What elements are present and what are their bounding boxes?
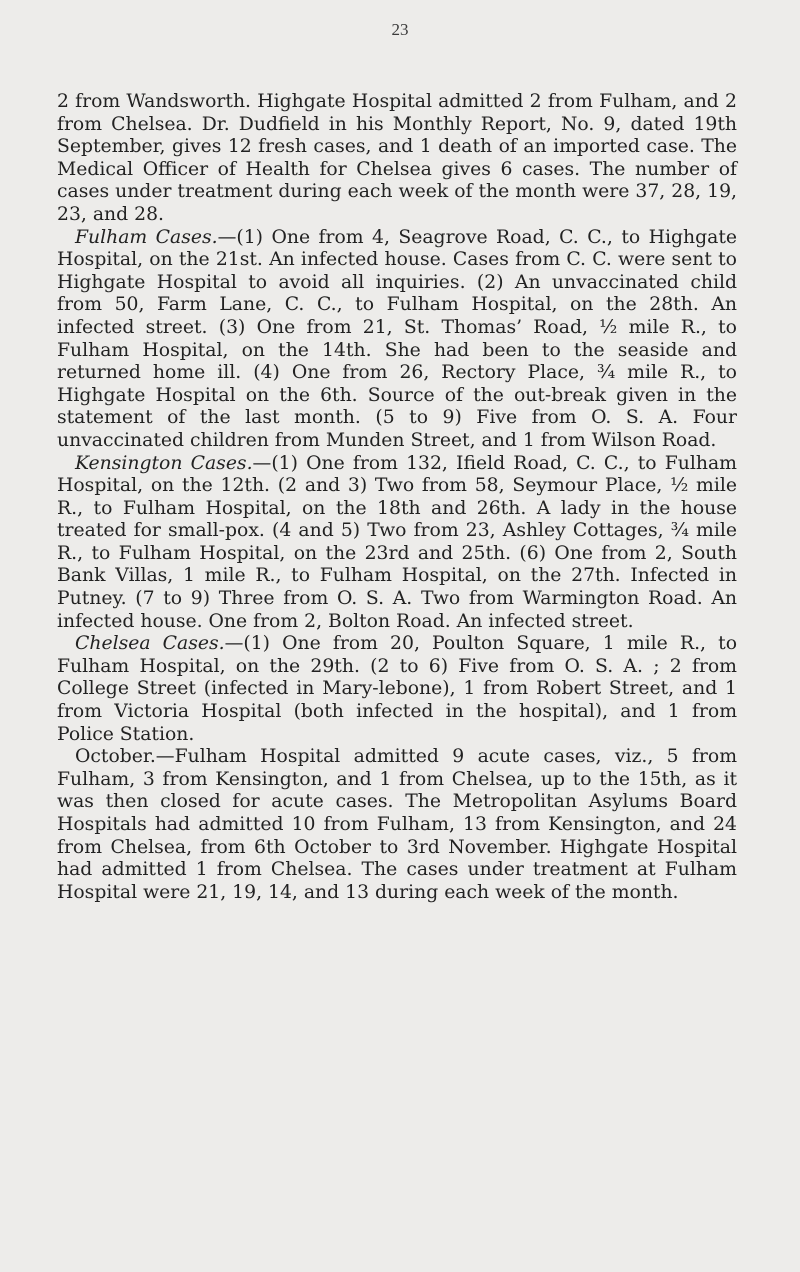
paragraph-text: 2 from Wandsworth. Highgate Hospital admitted 2 from Fulham, and 2 from Chelsea. Dr. Dudfield in his Monthly Report, No. 9, dated 19th September, gives 12 fresh cases, and 1 death of an imported case. The Medical Officer of Health for Chelsea gives 6 cases. The number of cases under treatment during each week of the month were 37, 28, 19, 23, and 28. — [57, 91, 737, 225]
paragraph-text: —(1) One from 132, Ifield Road, C. C., to Fulham Hospital, on the 12th. (2 and 3) Two from 58, Seymour Place, ½ mile R., to Fulham Hospital, on the 18th and 26th. A lady in the house treated for small-pox. (4 and 5) Two from 23, Ashley Cottages, ¾ mile R., to Fulham Hospital, on the 23rd and 25th. (6) One from 2, South Bank Villas, 1 mile R., to Fulham Hospital, on the 27th. Infected in Putney. (7 to 9) Three from O. S. A. Two from Warmington Road. An infected house. One from 2, Bolton Road. An infected street. — [57, 452, 737, 632]
section-heading-kensington: Kensington Cases. — [75, 452, 253, 474]
paragraph-text: —(1) One from 4, Seagrove Road, C. C., to Highgate Hospital, on the 21st. An infected house. Cases from C. C. were sent to Highgate Hospital to avoid all inquiries. (2) An unvaccinated child from 50, Farm Lane, C. C., to Fulham Hospital, on the 28th. An infected street. (3) One from 21, St. Thomas’ Road, ½ mile R., to Fulham Hospital, on the 14th. She had been to the seaside and returned home ill. (4) One from 26, Rectory Place, ¾ mile R., to Highgate Hospital on the 6th. Source of the out-break given in the statement of the last month. (5 to 9) Five from O. S. A. Four unvaccinated children from Munden Street, and 1 from Wilson Road. — [57, 226, 738, 451]
page-number: 23 — [391, 20, 409, 39]
section-heading-chelsea: Chelsea Cases. — [75, 633, 225, 655]
paragraph-chelsea-cases — [57, 633, 737, 746]
body-text — [57, 91, 737, 904]
paragraph-kensington-cases — [57, 453, 737, 634]
paragraph-october — [57, 746, 737, 904]
paragraph-text: —(1) One from 20, Poulton Square, 1 mile R., to Fulham Hospital, on the 29th. (2 to 6) Five from O. S. A. ; 2 from College Street (infected in Mary-lebone), 1 from Robert Street, and 1 from Victoria Hospital (both infected in the hospital), and 1 from Police Station. — [57, 633, 737, 745]
paragraph-continuation — [57, 91, 737, 227]
paragraph-text: October.—Fulham Hospital admitted 9 acute cases, viz., 5 from Fulham, 3 from Kensington, and 1 from Chelsea, up to the 15th, as it was then closed for acute cases. The Metropolitan Asylums Board Hospitals had admitted 10 from Fulham, 13 from Kensington, and 24 from Chelsea, from 6th October to 3rd November. Highgate Hospital had admitted 1 from Chelsea. The cases under treatment at Fulham Hospital were 21, 19, 14, and 13 during each week of the month. — [57, 746, 737, 903]
paragraph-fulham-cases — [57, 227, 737, 453]
section-heading-fulham: Fulham Cases. — [75, 226, 218, 248]
